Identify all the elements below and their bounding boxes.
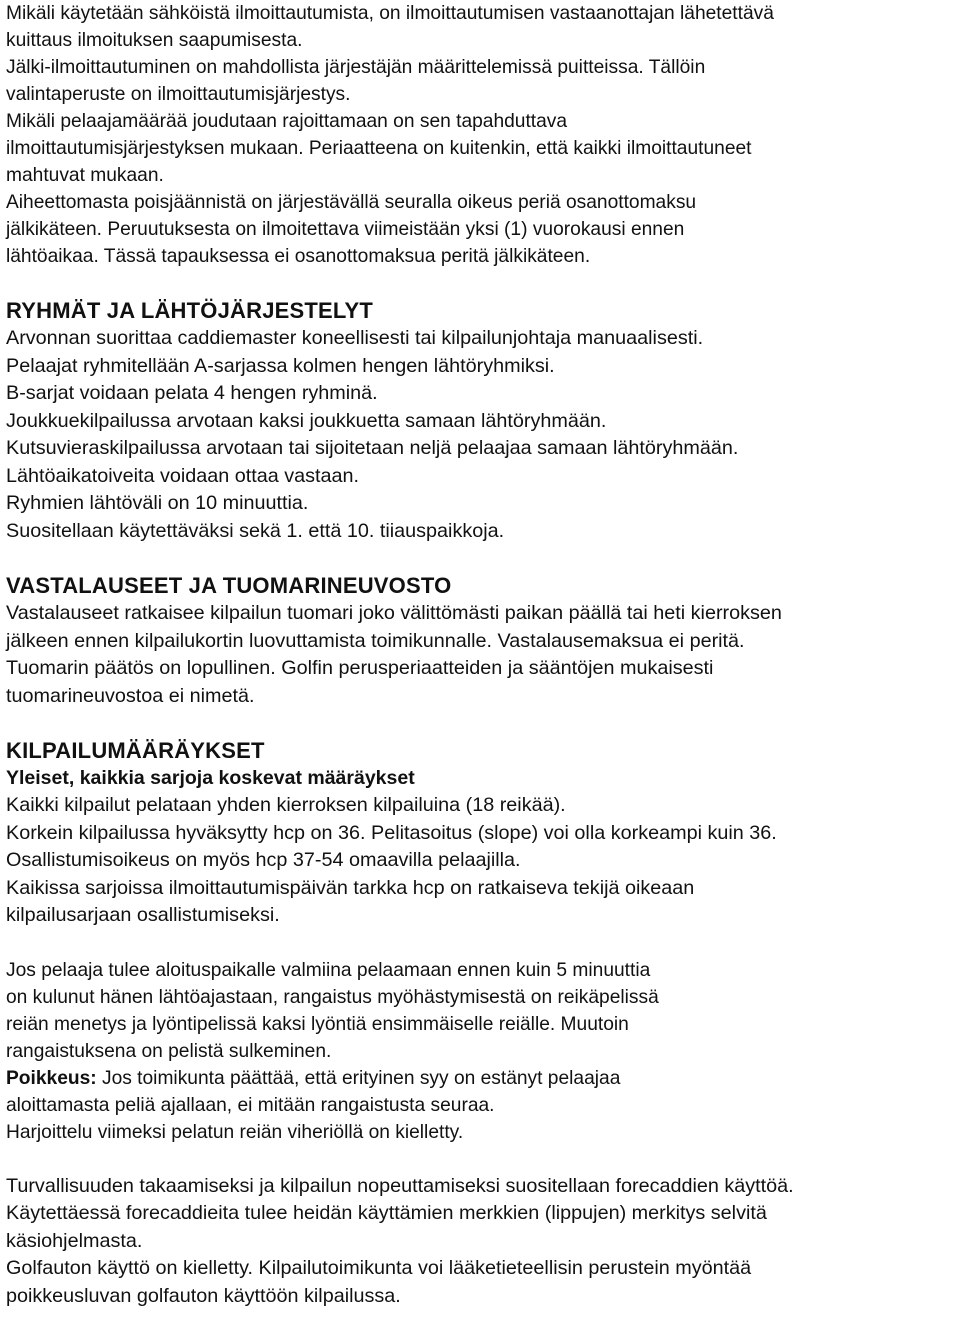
exception-line: Harjoittelu viimeksi pelatun reiän viheriöllä on kielletty. — [6, 1121, 464, 1143]
rule-line: Osallistumisoikeus on myös hcp 37-54 omaavilla pelaajilla. — [6, 849, 521, 871]
safety-line: Turvallisuuden takaamiseksi ja kilpailun nopeuttamiseksi suositellaan forecaddien käyttöä. — [6, 1174, 794, 1197]
exception-label: Poikkeus: — [6, 1067, 97, 1089]
kilpailumaaraykset-section — [6, 792, 954, 930]
safety-line: poikkeusluvan golfauton käyttöön kilpailussa. — [6, 1284, 401, 1307]
section-heading-vastalauseet: VASTALAUSEET JA TUOMARINEUVOSTO — [6, 573, 452, 598]
safety-line: Käytettäessä forecaddieita tulee heidän käyttämien merkkien (lippujen) merkitys selvitä — [6, 1202, 767, 1224]
ryhmat-line: Joukkuekilpailussa arvotaan kaksi joukkuetta samaan lähtöryhmään. — [6, 409, 607, 432]
intro-line: Aiheettomasta poisjäännistä on järjestävällä seuralla oikeus periä osanottomaksu — [6, 192, 697, 213]
rule-line: Kaikki kilpailut pelataan yhden kierroksen kilpailuina (18 reikää). — [6, 794, 566, 816]
ryhmat-section — [6, 325, 954, 545]
rule-line: kilpailusarjaan osallistumiseksi. — [6, 904, 280, 926]
ryhmat-line: Kutsuvieraskilpailussa arvotaan tai sijoitetaan neljä pelaajaa samaan lähtöryhmään. — [6, 437, 739, 459]
safety-line: käsiohjelmasta. — [6, 1229, 143, 1252]
intro-line: jälkikäteen. Peruutuksesta on ilmoitettava viimeistään yksi (1) vuorokausi ennen — [6, 219, 685, 240]
intro-line: ilmoittautumisjärjestyksen mukaan. Periaatteena on kuitenkin, että kaikki ilmoittautuneet — [6, 138, 752, 159]
rule-line: Korkein kilpailussa hyväksytty hcp on 36. Pelitasoitus (slope) voi olla korkeampi kuin 36. — [6, 821, 777, 844]
subheading-yleiset: Yleiset, kaikkia sarjoja koskevat määräykset — [6, 767, 415, 789]
late-line: Jos pelaaja tulee aloituspaikalle valmiina pelaamaan ennen kuin 5 minuuttia — [6, 959, 651, 981]
late-line: reiän menetys ja lyöntipelissä kaksi lyöntiä ensimmäiselle reiälle. Muutoin — [6, 1013, 629, 1035]
ryhmat-line: Arvonnan suorittaa caddiemaster koneellisesti tai kilpailunjohtaja manuaalisesti. — [6, 327, 704, 349]
vastalauseet-line: Tuomarin päätös on lopullinen. Golfin perusperiaatteiden ja sääntöjen mukaisesti — [6, 657, 714, 679]
ryhmat-line: Pelaajat ryhmitellään A-sarjassa kolmen hengen lähtöryhmiksi. — [6, 354, 555, 377]
intro-line: lähtöaikaa. Tässä tapauksessa ei osanottomaksua peritä jälkikäteen. — [6, 246, 591, 267]
safety-section — [6, 1173, 954, 1311]
intro-line: Jälki-ilmoittautuminen on mahdollista järjestäjän määrittelemissä puitteissa. Tällöin — [6, 57, 706, 78]
ryhmat-line: Lähtöaikatoiveita voidaan ottaa vastaan. — [6, 464, 360, 487]
section-heading-kilpailumaaraykset: KILPAILUMÄÄRÄYKSET — [6, 738, 265, 763]
intro-line: mahtuvat mukaan. — [6, 165, 164, 186]
exception-line: aloittamasta peliä ajallaan, ei mitään rangaistusta seuraa. — [6, 1094, 495, 1116]
safety-line: Golfauton käyttö on kielletty. Kilpailutoimikunta voi lääketieteellisin perustein myöntää — [6, 1257, 752, 1279]
intro-section — [6, 0, 954, 270]
exception-line — [6, 1065, 954, 1092]
ryhmat-line: Suositellaan käytettäväksi sekä 1. että 10. tiiauspaikkoja. — [6, 519, 505, 542]
intro-line: Mikäli käytetään sähköistä ilmoittautumista, on ilmoittautumisen vastaanottajan lähetettävä — [6, 3, 774, 24]
section-heading-ryhmat: RYHMÄT JA LÄHTÖJÄRJESTELYT — [6, 298, 374, 323]
ryhmat-line: Ryhmien lähtöväli on 10 minuuttia. — [6, 492, 309, 514]
late-line: rangaistuksena on pelistä sulkeminen. — [6, 1040, 332, 1062]
vastalauseet-line: jälkeen ennen kilpailukortin luovuttamista toimikunnalle. Vastalausemaksua ei peritä. — [6, 629, 745, 652]
rule-line: Kaikissa sarjoissa ilmoittautumispäivän tarkka hcp on ratkaiseva tekijä oikeaan — [6, 876, 695, 899]
vastalauseet-section — [6, 600, 954, 710]
late-arrival-section — [6, 957, 954, 1146]
intro-line: kuittaus ilmoituksen saapumisesta. — [6, 30, 303, 51]
vastalauseet-line: Vastalauseet ratkaisee kilpailun tuomari joko välittömästi paikan päällä tai heti kierroksen — [6, 602, 782, 624]
vastalauseet-line: tuomarineuvostoa ei nimetä. — [6, 684, 255, 707]
intro-line: Mikäli pelaajamäärää joudutaan rajoittamaan on sen tapahduttava — [6, 111, 568, 132]
exception-text: Jos toimikunta päättää, että erityinen syy on estänyt pelaajaa — [96, 1067, 621, 1089]
intro-line: valintaperuste on ilmoittautumisjärjestys. — [6, 84, 351, 105]
ryhmat-line: B-sarjat voidaan pelata 4 hengen ryhminä. — [6, 382, 378, 404]
late-line: on kulunut hänen lähtöajastaan, rangaistus myöhästymisestä on reikäpelissä — [6, 986, 659, 1008]
